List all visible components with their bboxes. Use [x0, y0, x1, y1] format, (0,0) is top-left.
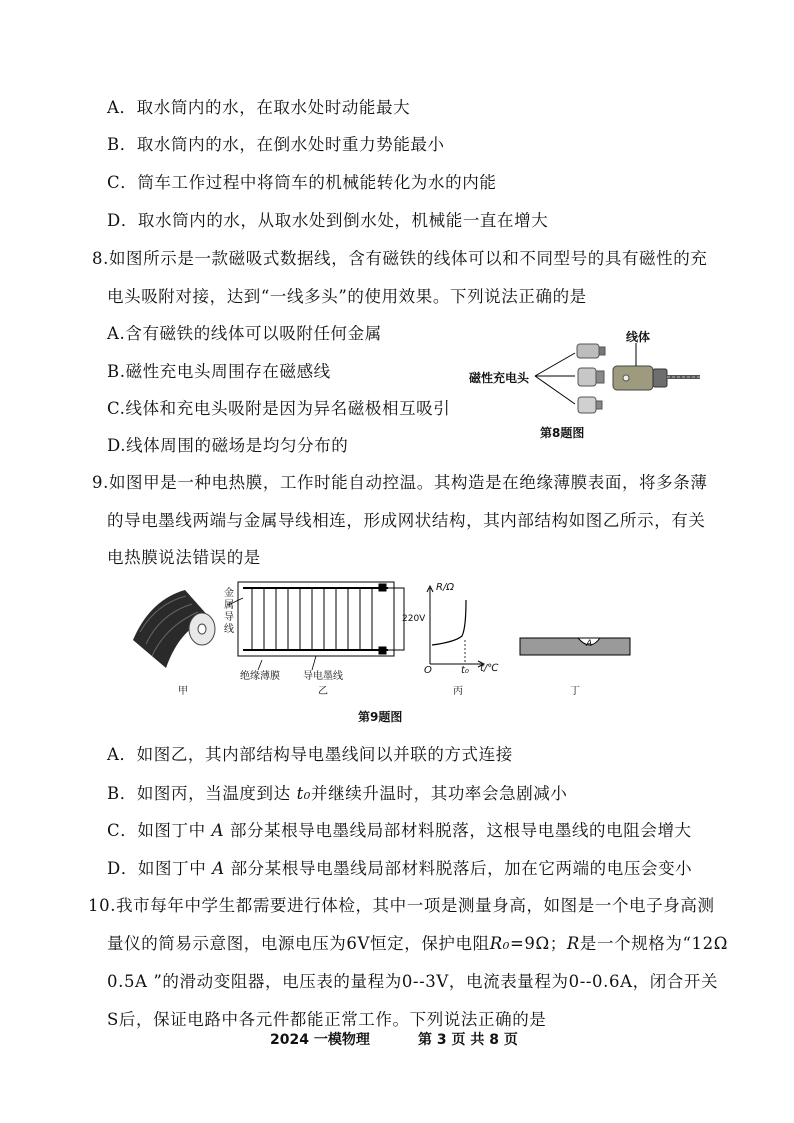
graph-x-label: t/℃	[480, 663, 499, 674]
q10-stem-line2-mid: =9Ω；	[509, 934, 567, 953]
graph-y-label: R/Ω	[436, 582, 454, 593]
q7-option-c: C．筒车工作过程中将筒车的机械能转化为水的内能	[107, 173, 497, 192]
q8-label-charging-head: 磁性充电头	[469, 371, 530, 385]
q7-option-d: D．取水筒内的水，从取水处到倒水处，机械能一直在增大	[107, 211, 549, 230]
footer-exam-title: 2024 一模物理	[270, 1032, 370, 1048]
q9-label-ink-line: 导电墨线	[303, 671, 343, 682]
q10-r0: R₀	[489, 934, 510, 953]
q8-figure-caption: 第8题图	[540, 426, 585, 440]
q8-option-c: C.线体和充电头吸附是因为异名磁极相互吸引	[107, 399, 451, 418]
q10-stem-line4: S后，保证电路中各元件都能正常工作。下列说法正确的是	[107, 1010, 547, 1029]
q9-stem-line3: 电热膜说法错误的是	[107, 548, 261, 567]
figure-label-jia: 甲	[178, 686, 188, 697]
q9-label-metal-wire: 金属导线	[224, 588, 234, 635]
q10-stem-line3: 0.5A ”的滑动变阻器，电压表的量程为0--3V，电流表量程为0--0.6A，闭合开关	[107, 972, 719, 991]
q9-option-b-post: 并继续升温时，其功率会急剧减小	[311, 784, 568, 803]
figure-label-bing: 丙	[453, 686, 463, 697]
q7-option-b: B．取水筒内的水，在倒水处时重力势能最小	[107, 135, 445, 154]
q9-option-b-var: t₀	[296, 784, 312, 803]
q9-option-d	[107, 857, 692, 881]
q9-stem-line2: 的导电墨线两端与金属导线相连，形成网状结构，其内部结构如图乙所示，有关	[107, 511, 706, 530]
graph-origin: O	[424, 665, 432, 676]
q9-option-c-var: A	[211, 821, 225, 840]
q9-option-c	[107, 819, 692, 843]
q9-option-a: A．如图乙，其内部结构导电墨线间以并联的方式连接	[107, 745, 513, 764]
footer-page-number: 第 3 页 共 8 页	[418, 1032, 518, 1048]
q10-r: R	[566, 934, 580, 953]
q9-option-d-pre: D．如图丁中	[107, 859, 213, 878]
q8-label-cable: 线体	[626, 330, 651, 344]
q10-stem-line1: 10.我市每年中学生都需要进行体检，其中一项是测量身高，如图是一个电子身高测	[88, 896, 715, 915]
figure-label-ding: 丁	[570, 686, 580, 697]
q8-option-a: A.含有磁铁的线体可以吸附任何金属	[107, 324, 382, 343]
q9-option-d-post: 部分某根导电墨线局部材料脱落后，加在它两端的电压会变小	[224, 859, 693, 878]
q7-option-a: A．取水筒内的水，在取水处时动能最大	[107, 98, 411, 117]
q8-option-b: B.磁性充电头周围存在磁感线	[107, 362, 331, 381]
q9-option-c-post: 部分某根导电墨线局部材料脱落，这根导电墨线的电阻会增大	[224, 821, 692, 840]
resistance-temperature-graph	[427, 586, 484, 667]
q8-option-d: D.线体周围的磁场是均匀分布的	[107, 436, 349, 455]
q9-option-b	[107, 782, 568, 806]
q10-stem-line2	[107, 932, 728, 956]
q9-option-c-pre: C．如图丁中	[107, 821, 212, 840]
q9-option-b-pre: B．如图丙，当温度到达	[107, 784, 297, 803]
point-a-label: A	[586, 639, 593, 649]
figure-label-yi: 乙	[318, 686, 328, 697]
heat-film-structure	[228, 582, 404, 670]
q9-option-d-var: A	[212, 859, 225, 878]
q8-stem-line1: 8.如图所示是一款磁吸式数据线，含有磁铁的线体可以和不同型号的具有磁性的充	[92, 249, 708, 268]
q8-stem-line2: 电头吸附对接，达到“一线多头”的使用效果。下列说法正确的是	[107, 287, 587, 306]
q9-label-insulating-film: 绝缘薄膜	[240, 671, 280, 682]
q9-figure-caption: 第9题图	[358, 710, 403, 724]
heat-film-roll	[133, 590, 215, 668]
q10-stem-line2-pre: 量仪的简易示意图，电源电压为6V恒定，保护电阻	[107, 934, 490, 953]
q9-stem-line1: 9.如图甲是一种电热膜，工作时能自动控温。其构造是在绝缘薄膜表面，将多条薄	[92, 473, 708, 492]
q9-label-voltage: 220V	[402, 614, 426, 624]
graph-t0-label: t₀	[461, 665, 469, 676]
q10-stem-line2-post: 是一个规格为“12Ω	[579, 934, 729, 953]
ink-line-strip	[520, 638, 630, 655]
